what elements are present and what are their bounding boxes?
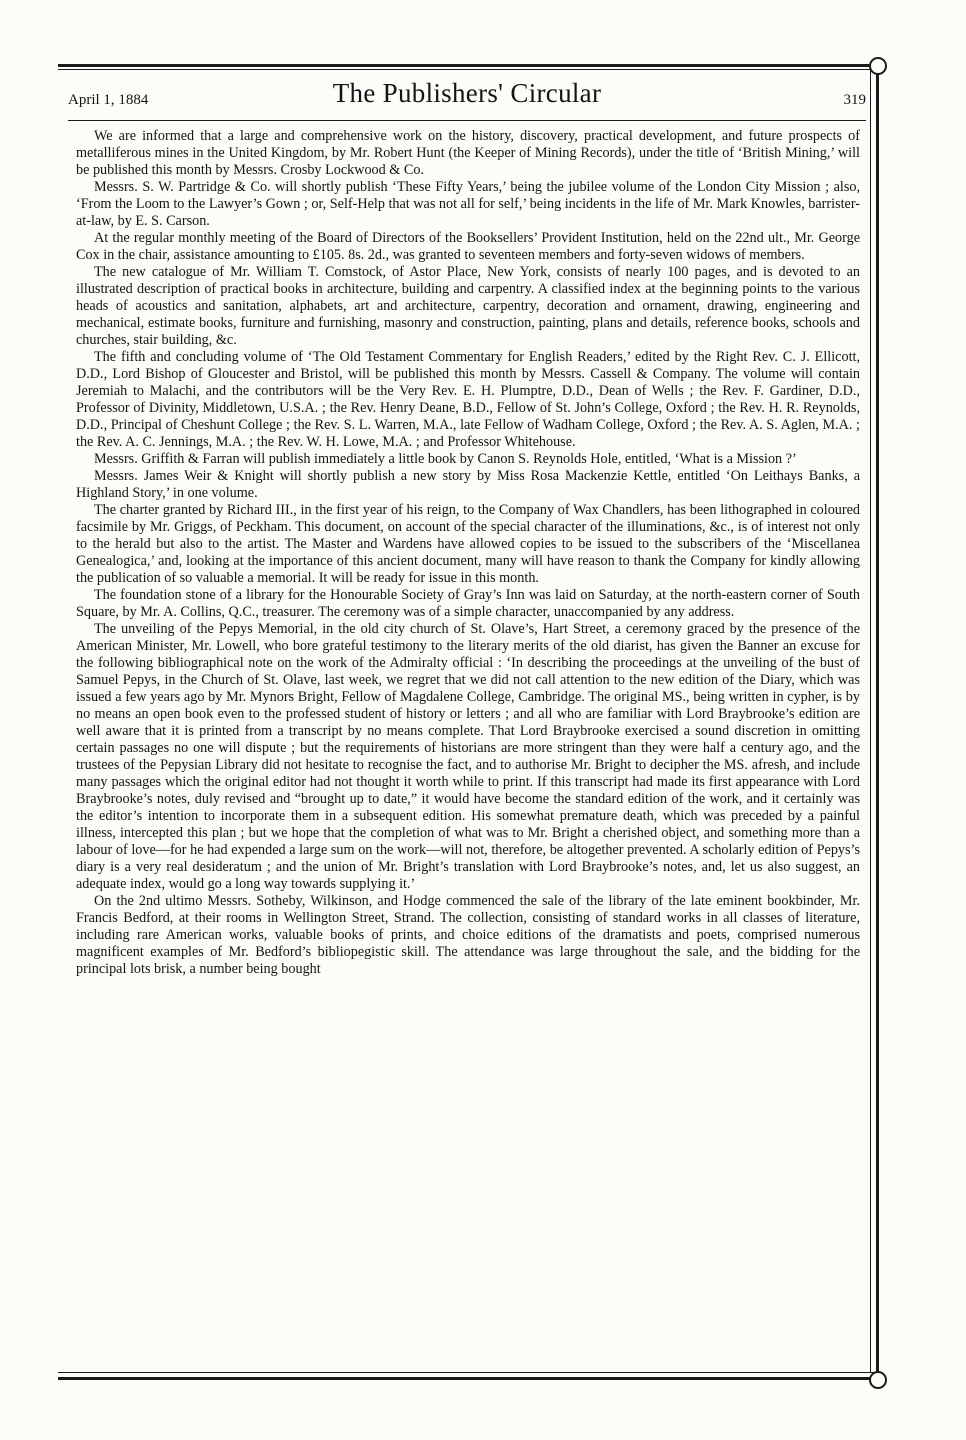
paragraph-wax-chandlers-charter: The charter granted by Richard III., in the first year of his reign, to the Company of Wax Chandlers, has been lithographed in coloured facsimile by Mr. Griggs, of Peckham. This document, on account of the special character of the illuminations, &c., is of interest not only to the herald but also to the artist. The Master and Wardens have allowed copies to be issued to the subscribers of the ‘Miscellanea Genealogica,’ and, looking at the importance of this ancient document, many will have reason to thank the Company for kindly allowing the publication of so valuable a memorial. It will be ready for issue in this month. — [76, 502, 860, 586]
frame-corner-ornament-top-right — [869, 57, 887, 75]
paragraph-booksellers-provident: At the regular monthly meeting of the Board of Directors of the Booksellers’ Provident Institution, held on the 22nd ult., Mr. George Cox in the chair, assistance amounting to £105. 8s. 2d., was granted to seventeen members and forty-seven widows of members. — [76, 230, 860, 263]
frame-right-outer-rule — [876, 62, 879, 1380]
header-rule — [68, 120, 866, 121]
paragraph-partridge: Messrs. S. W. Partridge & Co. will shortly publish ‘These Fifty Years,’ being the jubilee volume of the London City Mission ; also, ‘From the Loom to the Lawyer’s Gown ; or, Self-Help that was not all for self,’ being incidents in the life of Mr. Mark Knowles, barrister-at-law, by E. S. Carson. — [76, 179, 860, 229]
frame-right-inner-rule — [870, 70, 871, 1372]
frame-top-outer-rule — [58, 64, 876, 67]
frame-corner-ornament-bottom-right — [869, 1371, 887, 1389]
paragraph-british-mining: We are informed that a large and comprehensive work on the history, discovery, practical development, and future prospects of metalliferous mines in the United Kingdom, by Mr. Robert Hunt (the Keeper of Mining Records), under the title of ‘British Mining,’ will be published this month by Messrs. Crosby Lockwood & Co. — [76, 128, 860, 178]
running-header — [68, 78, 866, 118]
paragraph-old-testament-commentary: The fifth and concluding volume of ‘The Old Testament Commentary for English Readers,’ edited by the Right Rev. C. J. Ellicott, D.D., Lord Bishop of Gloucester and Bristol, will be published this month by Messrs. Cassell & Company. The volume will contain Jeremiah to Malachi, and the contributors will be the Very Rev. E. H. Plumptre, D.D., Dean of Wells ; the Rev. F. Gardiner, D.D., Professor of Divinity, Middletown, U.S.A. ; the Rev. Henry Deane, B.D., Fellow of St. John’s College, Oxford ; the Rev. H. R. Reynolds, D.D., Principal of Cheshunt College ; the Rev. S. L. Warren, M.A., late Fellow of Wadham College, Oxford ; the Rev. A. S. Aglen, M.A. ; the Rev. A. C. Jennings, M.A. ; the Rev. W. H. Lowe, M.A. ; and Professor Whitehouse. — [76, 349, 860, 450]
paragraph-pepys-memorial: The unveiling of the Pepys Memorial, in the old city church of St. Olave’s, Hart Street, a ceremony graced by the presence of the American Minister, Mr. Lowell, who bore grateful testimony to the literary merits of the old diarist, has given the Banner an excuse for the following bibliographical note on the work of the Admiralty official : ‘In describing the proceedings at the unveiling of the bust of Samuel Pepys, in the Church of St. Olave, last week, we regret that we did not call attention to the new edition of the Diary, which was issued a few years ago by Mr. Mynors Bright, Fellow of Magdalene College, Cambridge. The original MS., being written in cypher, is by no means an open book even to the professed student of history or letters ; and all who are familiar with Lord Braybrooke’s edition are well aware that it is printed from a transcript by no means complete. That Lord Braybrooke exercised a sound discretion in omitting certain passages no one will dispute ; but the requirements of historians are more stringent than they were half a century ago, and the trustees of the Pepysian Library did not hesitate to recognise the fact, and to authorise Mr. Bright to decipher the MS. afresh, and include many passages which the original editor had not thought it worth while to print. If this transcript had made its first appearance with Lord Braybrooke’s notes, duly revised and “brought up to date,” it would have become the standard edition of the work, and it certainly was the editor’s intention to incorporate them in a subsequent edition. His somewhat premature death, which was preceded by a painful illness, intercepted this plan ; but we hope that the completion of what was to Mr. Bright a cherished object, and something more than a labour of love—for he had expended a large sum on the work—will not, therefore, be altogether prevented. A scholarly edition of Pepys’s diary is a very real desideratum ; and the union of Mr. Bright’s translation with Lord Braybrooke’s notes, and, let us also suggest, an adequate index, would go a long way towards supplying it.’ — [76, 621, 860, 892]
header-date: April 1, 1884 — [68, 92, 149, 108]
paragraph-griffith-farran: Messrs. Griffith & Farran will publish immediately a little book by Canon S. Reynolds Hole, entitled, ‘What is a Mission ?’ — [94, 451, 797, 467]
paragraph-bedford-sale: On the 2nd ultimo Messrs. Sotheby, Wilkinson, and Hodge commenced the sale of the library of the late eminent bookbinder, Mr. Francis Bedford, at their rooms in Wellington Street, Strand. The collection, consisting of standard works in all classes of literature, including rare American works, valuable books of prints, and choice editions of the dramatists and poets, comprised numerous magnificent examples of Mr. Bedford’s bibliopegistic skill. The attendance was large throughout the sale, and the bidding for the principal lots brisk, a number being bought — [76, 893, 860, 977]
frame-bottom-outer-rule — [58, 1377, 876, 1380]
header-title: The Publishers' Circular — [332, 78, 602, 108]
paragraph-grays-inn-library: The foundation stone of a library for the Honourable Society of Gray’s Inn was laid on Saturday, at the north-eastern corner of South Square, by Mr. A. Collins, Q.C., treasurer. The ceremony was of a simple character, unaccompanied by any address. — [76, 587, 860, 620]
article-body — [76, 128, 860, 978]
paragraph-weir-knight: Messrs. James Weir & Knight will shortly publish a new story by Miss Rosa Mackenzie Kettle, entitled ‘On Leithays Banks, a Highland Story,’ in one volume. — [76, 468, 860, 501]
paragraph-comstock-catalogue: The new catalogue of Mr. William T. Comstock, of Astor Place, New York, consists of nearly 100 pages, and is devoted to an illustrated description of practical books in architecture, building and carpentry. A classified index at the beginning points to the various heads of acoustics and sanitation, alphabets, art and architecture, carpentry, decoration and ornament, drawing, engineering and mechanical, estimate books, furniture and furnishing, masonry and construction, painting, plans and details, reference books, schools and churches, stair building, &c. — [76, 264, 860, 348]
frame-bottom-inner-rule — [58, 1372, 876, 1373]
frame-top-inner-rule — [58, 69, 876, 70]
page-number: 319 — [843, 92, 866, 108]
